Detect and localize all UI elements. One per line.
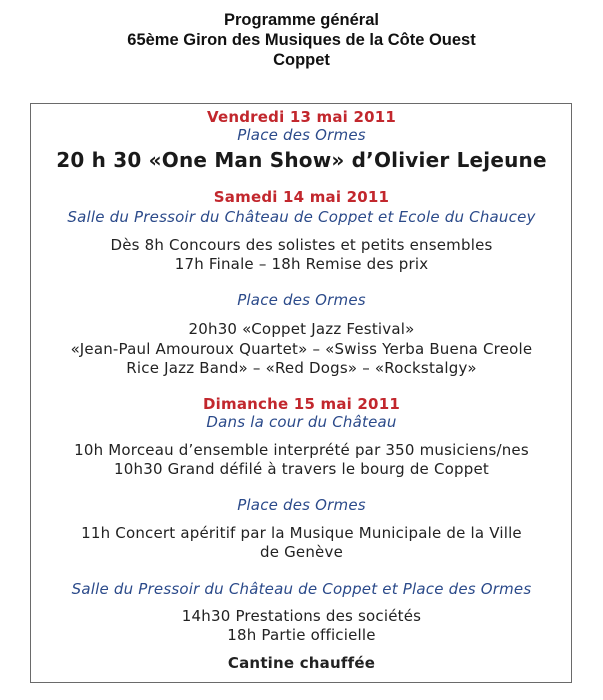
sunday-event-5: 14h30 Prestations des sociétés: [181, 607, 422, 625]
saturday-event-4: «Jean-Paul Amouroux Quartet» – «Swiss Yerba Buena Creole: [70, 340, 533, 358]
sunday-event-3: 11h Concert apéritif par la Musique Municipale de la Ville: [81, 524, 522, 542]
sunday-event-1: 10h Morceau d’ensemble interprété par 350 musiciens/nes: [74, 441, 529, 459]
friday-date: Vendredi 13 mai 2011: [206, 108, 396, 126]
sunday-venue-2: Place des Ormes: [237, 496, 366, 514]
sunday-venue-3: Salle du Pressoir du Château de Coppet et Place des Ormes: [71, 580, 532, 598]
saturday-event-3: 20h30 «Coppet Jazz Festival»: [188, 320, 415, 338]
sunday-event-4: de Genève: [259, 543, 343, 561]
saturday-event-2: 17h Finale – 18h Remise des prix: [174, 255, 429, 273]
sunday-venue-1: Dans la cour du Château: [206, 413, 397, 431]
closing-note: Cantine chauffée: [227, 654, 376, 672]
event-title: 65ème Giron des Musiques de la Côte Ouest: [127, 31, 476, 49]
saturday-date: Samedi 14 mai 2011: [213, 188, 390, 206]
saturday-venue-2: Place des Ormes: [237, 291, 366, 309]
sunday-event-2: 10h30 Grand défilé à travers le bourg de Coppet: [114, 460, 489, 478]
sunday-event-6: 18h Partie officielle: [227, 626, 376, 644]
friday-venue: Place des Ormes: [237, 126, 366, 144]
saturday-event-5: Rice Jazz Band» – «Red Dogs» – «Rockstalgy»: [126, 359, 477, 377]
friday-show: 20 h 30 «One Man Show» d’Olivier Lejeune: [56, 148, 547, 172]
programme-title: Programme général: [224, 11, 379, 29]
sunday-date: Dimanche 15 mai 2011: [203, 395, 400, 413]
saturday-event-1: Dès 8h Concours des solistes et petits ensembles: [110, 236, 493, 254]
saturday-venue-1: Salle du Pressoir du Château de Coppet et Ecole du Chaucey: [67, 208, 536, 226]
event-location: Coppet: [273, 51, 330, 69]
programme-header: [0, 10, 603, 70]
